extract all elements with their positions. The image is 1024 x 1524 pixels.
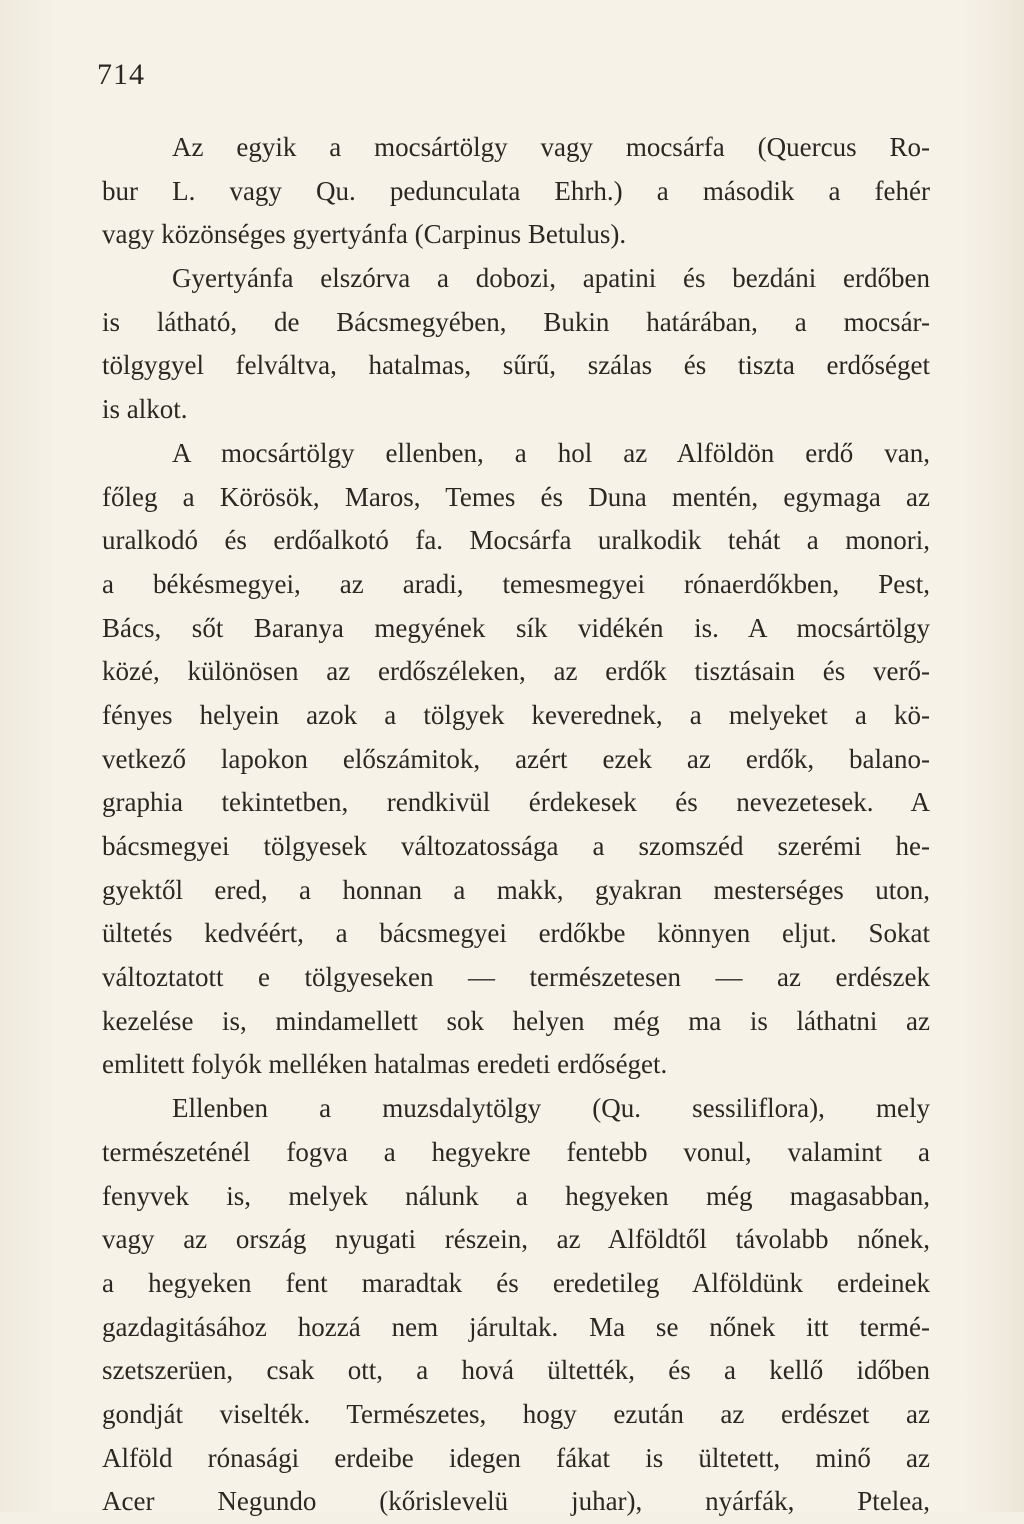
text-line: kezelése is, mindamellett sok helyen még ma is láthatni az	[102, 1005, 930, 1036]
text-line: közé, különösen az erdőszéleken, az erdők tisztásain és verő-	[102, 656, 930, 687]
text-line: fényes helyein azok a tölgyek keverednek, a melyeket a kö-	[102, 699, 930, 730]
text-line: a hegyeken fent maradtak és eredetileg Alföldünk erdeinek	[102, 1267, 930, 1298]
text-line: Gyertyánfa elszórva a dobozi, apatini és bezdáni erdőben	[172, 263, 930, 294]
text-line: gazdagitásához hozzá nem járultak. Ma se nőnek itt termé-	[102, 1311, 930, 1342]
text-line: a békésmegyei, az aradi, temesmegyei rónaerdőkben, Pest,	[102, 568, 930, 599]
text-line: tölgygyel felváltva, hatalmas, sűrű, szálas és tiszta erdőséget	[102, 350, 930, 381]
text-line: vagy közönséges gyertyánfa (Carpinus Betulus).	[102, 219, 627, 250]
text-line: Ellenben a muzsdalytölgy (Qu. sessiliflora), mely	[172, 1093, 930, 1124]
text-line: Acer Negundo (kőrislevelü juhar), nyárfák, Ptelea,	[102, 1486, 930, 1517]
text-line: Bács, sőt Baranya megyének sík vidékén is. A mocsártölgy	[102, 612, 930, 643]
body-text	[102, 126, 930, 1524]
text-line: szetszerüen, csak ott, a hová ültették, és a kellő időben	[102, 1355, 930, 1386]
text-line: bur L. vagy Qu. pedunculata Ehrh.) a második a fehér	[102, 175, 930, 206]
text-line: vetkező lapokon előszámitok, azért ezek az erdők, balano-	[102, 743, 930, 774]
text-line: Az egyik a mocsártölgy vagy mocsárfa (Quercus Ro-	[172, 132, 930, 162]
text-line: bácsmegyei tölgyesek változatossága a szomszéd szerémi he-	[102, 831, 930, 861]
text-line: főleg a Körösök, Maros, Temes és Duna mentén, egymaga az	[102, 481, 930, 512]
text-line: fenyvek is, melyek nálunk a hegyeken még magasabban,	[102, 1180, 930, 1211]
text-line: uralkodó és erdőalkotó fa. Mocsárfa uralkodik tehát a monori,	[102, 525, 930, 556]
text-line: graphia tekintetben, rendkivül érdekesek és nevezetesek. A	[102, 787, 930, 818]
text-line: változtatott e tölgyeseken — természetesen — az erdészek	[102, 962, 930, 993]
text-line: vagy az ország nyugati részein, az Alföldtől távolabb nőnek,	[102, 1224, 930, 1255]
text-line: is alkot.	[102, 394, 188, 425]
text-line: ültetés kedvéért, a bácsmegyei erdőkbe könnyen eljut. Sokat	[102, 918, 930, 949]
text-line: emlitett folyók melléken hatalmas eredeti erdőséget.	[102, 1049, 668, 1080]
text-line: gondját viselték. Természetes, hogy ezután az erdészet az	[102, 1398, 930, 1429]
text-line: gyektől ered, a honnan a makk, gyakran mesterséges uton,	[102, 874, 930, 905]
page-number: 714	[97, 58, 145, 91]
text-line: természeténél fogva a hegyekre fentebb vonul, valamint a	[102, 1136, 930, 1167]
text-line: A mocsártölgy ellenben, a hol az Alföldön erdő van,	[172, 437, 930, 468]
text-line: Alföld rónasági erdeibe idegen fákat is ültetett, minő az	[102, 1442, 930, 1473]
text-line: is látható, de Bácsmegyében, Bukin határában, a mocsár-	[102, 306, 930, 337]
